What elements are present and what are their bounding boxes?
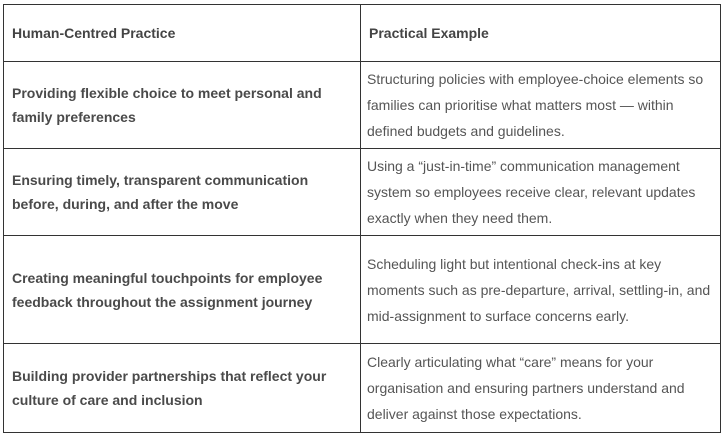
practice-cell: Providing flexible choice to meet personal and family preferences [4,62,361,149]
header-human-centred-practice: Human-Centred Practice [4,5,361,62]
example-cell: Scheduling light but intentional check-ins at key moments such as pre-departure, arrival, settling-in, and mid-assignment to surface concerns early. [361,236,721,344]
table-row [4,149,721,236]
practice-cell: Building provider partnerships that reflect your culture of care and inclusion [4,344,361,433]
table-row [4,236,721,344]
table-row [4,344,721,433]
practices-table [3,4,721,433]
table-row [4,62,721,149]
example-cell: Using a “just-in-time” communication management system so employees receive clear, relevant updates exactly when they need them. [361,149,721,236]
table-header-row [4,5,721,62]
practice-cell: Ensuring timely, transparent communication before, during, and after the move [4,149,361,236]
example-cell: Structuring policies with employee-choice elements so families can prioritise what matters most — within defined budgets and guidelines. [361,62,721,149]
example-cell: Clearly articulating what “care” means for your organisation and ensuring partners understand and deliver against those expectations. [361,344,721,433]
header-practical-example: Practical Example [361,5,721,62]
practice-cell: Creating meaningful touchpoints for employee feedback throughout the assignment journey [4,236,361,344]
